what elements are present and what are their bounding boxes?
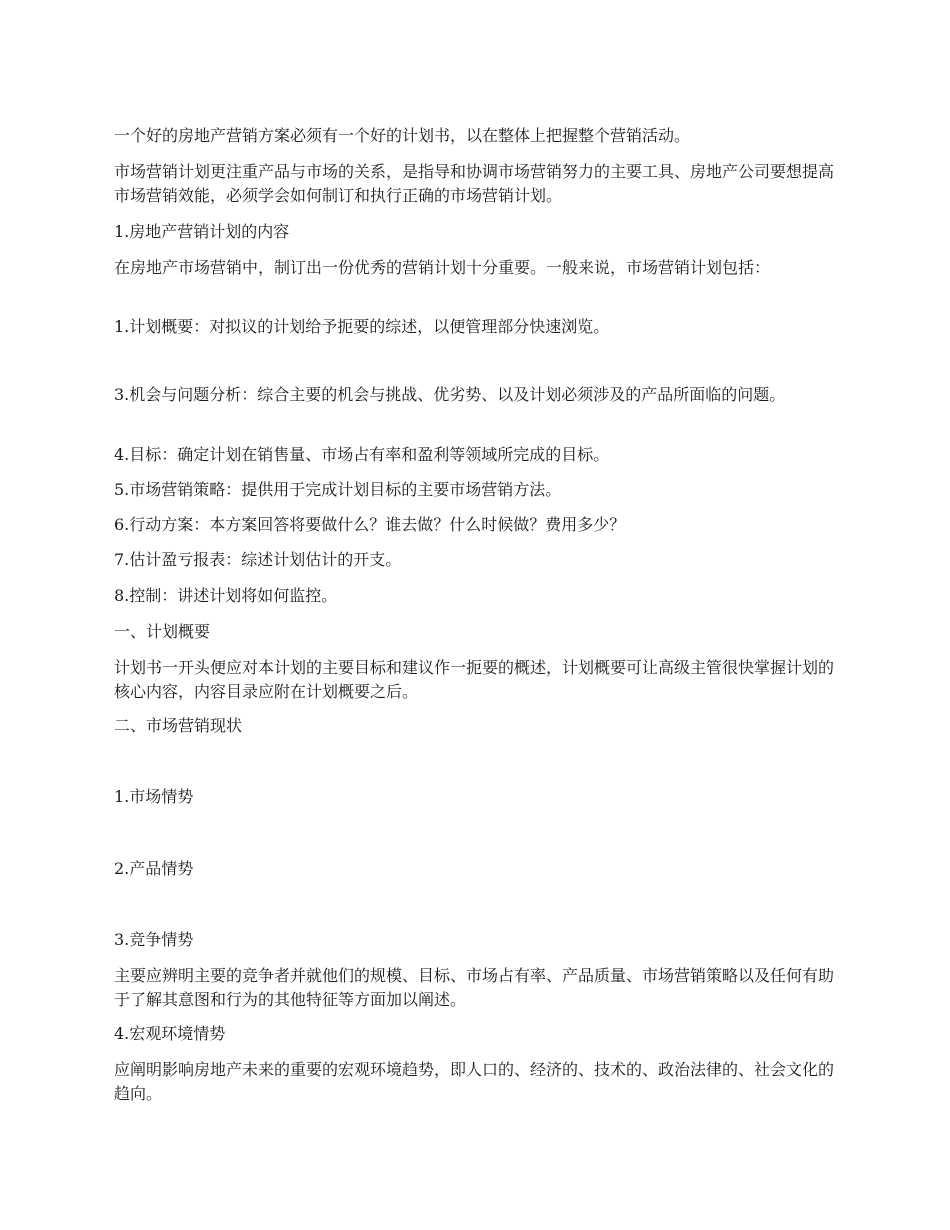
marketing-plan-paragraph: 市场营销计划更注重产品与市场的关系，是指导和协调市场营销努力的主要工具、房地产公司要想提高市场营销效能，必须学会如何制订和执行正确的市场营销计划。	[114, 162, 835, 205]
intro-paragraph: 一个好的房地产营销方案必须有一个好的计划书，以在整体上把握整个营销活动。	[114, 126, 691, 145]
subheading-market-situation: 1.市场情势	[114, 787, 194, 806]
list-item-marketing-strategy: 5.市场营销策略：提供用于完成计划目标的主要市场营销方法。	[114, 480, 562, 499]
list-item-action-plan: 6.行动方案：本方案回答将要做什么？谁去做？什么时候做？费用多少？	[114, 515, 626, 534]
list-item-plan-summary: 1.计划概要：对拟议的计划给予扼要的综述，以便管理部分快速浏览。	[114, 317, 610, 336]
list-item-control: 8.控制：讲述计划将如何监控。	[114, 586, 338, 605]
competition-paragraph: 主要应辨明主要的竞争者并就他们的规模、目标、市场占有率、产品质量、市场营销策略以及任何有助于了解其意图和行为的其他特征等方面加以阐述。	[114, 966, 835, 1009]
list-item-profit-loss: 7.估计盈亏报表：综述计划估计的开支。	[114, 550, 402, 569]
section-heading-market-status: 二、市场营销现状	[114, 716, 243, 735]
subheading-competition-situation: 3.竞争情势	[114, 930, 194, 949]
section-heading-plan-summary: 一、计划概要	[114, 622, 211, 641]
subheading-macro-environment: 4.宏观环境情势	[114, 1024, 226, 1043]
plan-content-paragraph: 在房地产市场营销中，制订出一份优秀的营销计划十分重要。一般来说，市场营销计划包括：	[114, 258, 771, 277]
macro-environment-paragraph: 应阐明影响房地产未来的重要的宏观环境趋势，即人口的、经济的、技术的、政治法律的、社会文化的趋向。	[114, 1060, 835, 1103]
section-heading-plan-content: 1.房地产营销计划的内容	[114, 222, 290, 241]
list-item-opportunity-analysis: 3.机会与问题分析：综合主要的机会与挑战、优劣势、以及计划必须涉及的产品所面临的问题。	[114, 385, 786, 404]
list-item-goals: 4.目标：确定计划在销售量、市场占有率和盈利等领域所完成的目标。	[114, 445, 610, 464]
subheading-product-situation: 2.产品情势	[114, 859, 194, 878]
plan-summary-paragraph: 计划书一开头便应对本计划的主要目标和建议作一扼要的概述，计划概要可让高级主管很快掌握计划的核心内容，内容目录应附在计划概要之后。	[114, 658, 835, 701]
